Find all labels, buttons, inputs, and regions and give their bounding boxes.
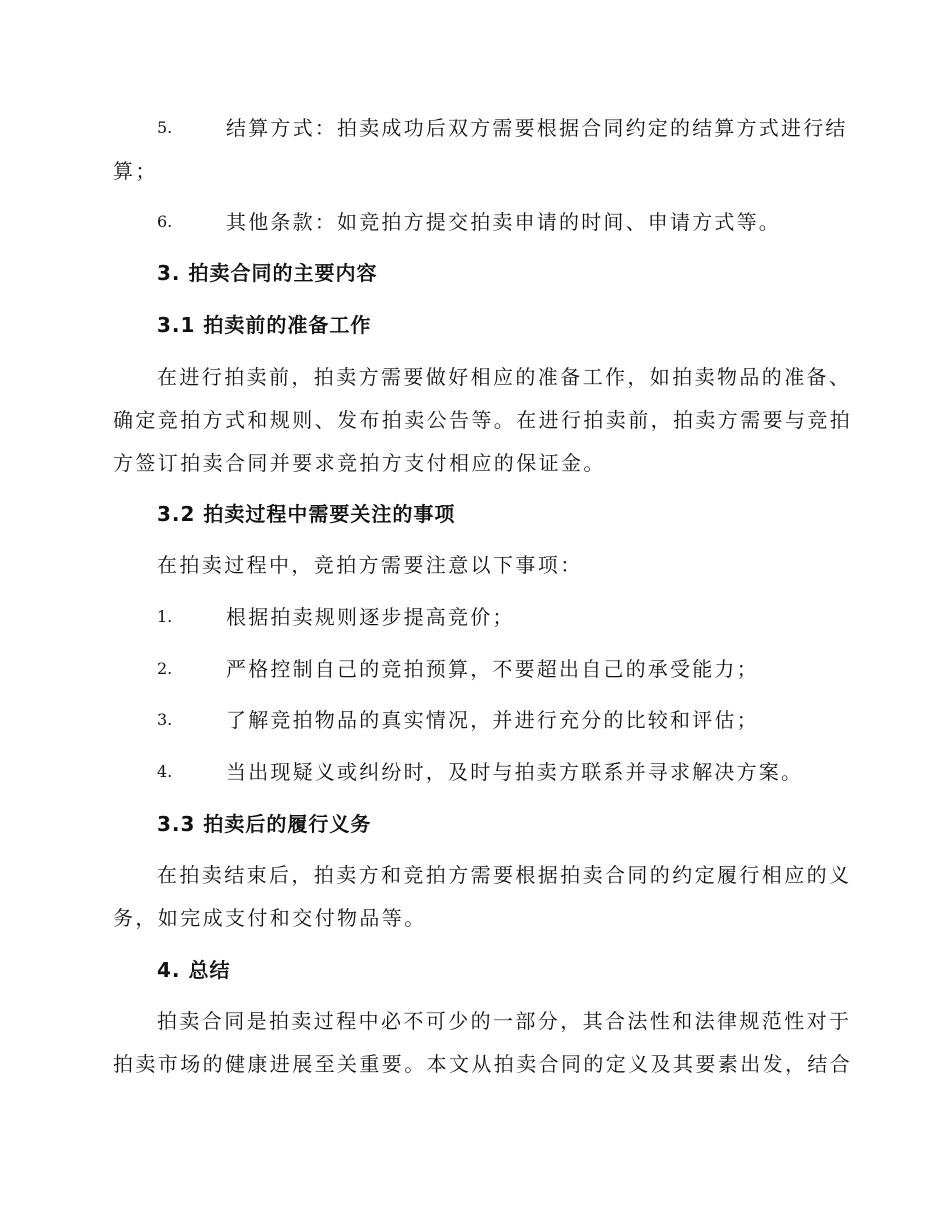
list-item-text: 严格控制自己的竞拍预算，不要超出自己的承受能力； bbox=[226, 657, 759, 681]
list-item-text: 了解竞拍物品的真实情况，并进行充分的比较和评估； bbox=[226, 708, 759, 732]
list-item-text: 其他条款：如竞拍方提交拍卖申请的时间、申请方式等。 bbox=[226, 210, 781, 234]
paragraph-line: 在拍卖过程中，竞拍方需要注意以下事项： bbox=[157, 553, 583, 577]
list-item-text-continued: 算； bbox=[113, 159, 158, 183]
list-item-text: 结算方式：拍卖成功后双方需要根据合同约定的结算方式进行结 bbox=[226, 116, 848, 140]
paragraph-line: 拍卖合同是拍卖过程中必不可少的一部分，其合法性和法律规范性对于 bbox=[157, 1009, 852, 1033]
subsection-heading: 3.1 拍卖前的准备工作 bbox=[157, 313, 372, 337]
section-heading: 3. 拍卖合同的主要内容 bbox=[157, 261, 378, 285]
paragraph-line: 拍卖市场的健康进展至关重要。本文从拍卖合同的定义及其要素出发，结合 bbox=[113, 1052, 853, 1076]
list-item-number: 5. bbox=[157, 118, 173, 137]
list-item-text: 当出现疑义或纠纷时，及时与拍卖方联系并寻求解决方案。 bbox=[226, 760, 804, 784]
paragraph-line: 确定竞拍方式和规则、发布拍卖公告等。在进行拍卖前，拍卖方需要与竞拍 bbox=[113, 408, 853, 432]
paragraph-line: 在进行拍卖前，拍卖方需要做好相应的准备工作，如拍卖物品的准备、 bbox=[157, 365, 852, 389]
list-item-number: 2. bbox=[157, 659, 173, 678]
subsection-heading: 3.3 拍卖后的履行义务 bbox=[157, 812, 372, 836]
paragraph-line: 在拍卖结束后，拍卖方和竞拍方需要根据拍卖合同的约定履行相应的义 bbox=[157, 863, 852, 887]
list-item-number: 3. bbox=[157, 710, 173, 729]
section-heading: 4. 总结 bbox=[157, 958, 231, 982]
list-item-number: 6. bbox=[157, 212, 173, 231]
list-item-number: 1. bbox=[157, 607, 173, 626]
paragraph-line: 方签订拍卖合同并要求竞拍方支付相应的保证金。 bbox=[113, 451, 606, 475]
list-item-text: 根据拍卖规则逐步提高竞价； bbox=[226, 605, 515, 629]
subsection-heading: 3.2 拍卖过程中需要关注的事项 bbox=[157, 502, 456, 526]
paragraph-line: 务，如完成支付和交付物品等。 bbox=[113, 906, 427, 930]
list-item-number: 4. bbox=[157, 762, 173, 781]
